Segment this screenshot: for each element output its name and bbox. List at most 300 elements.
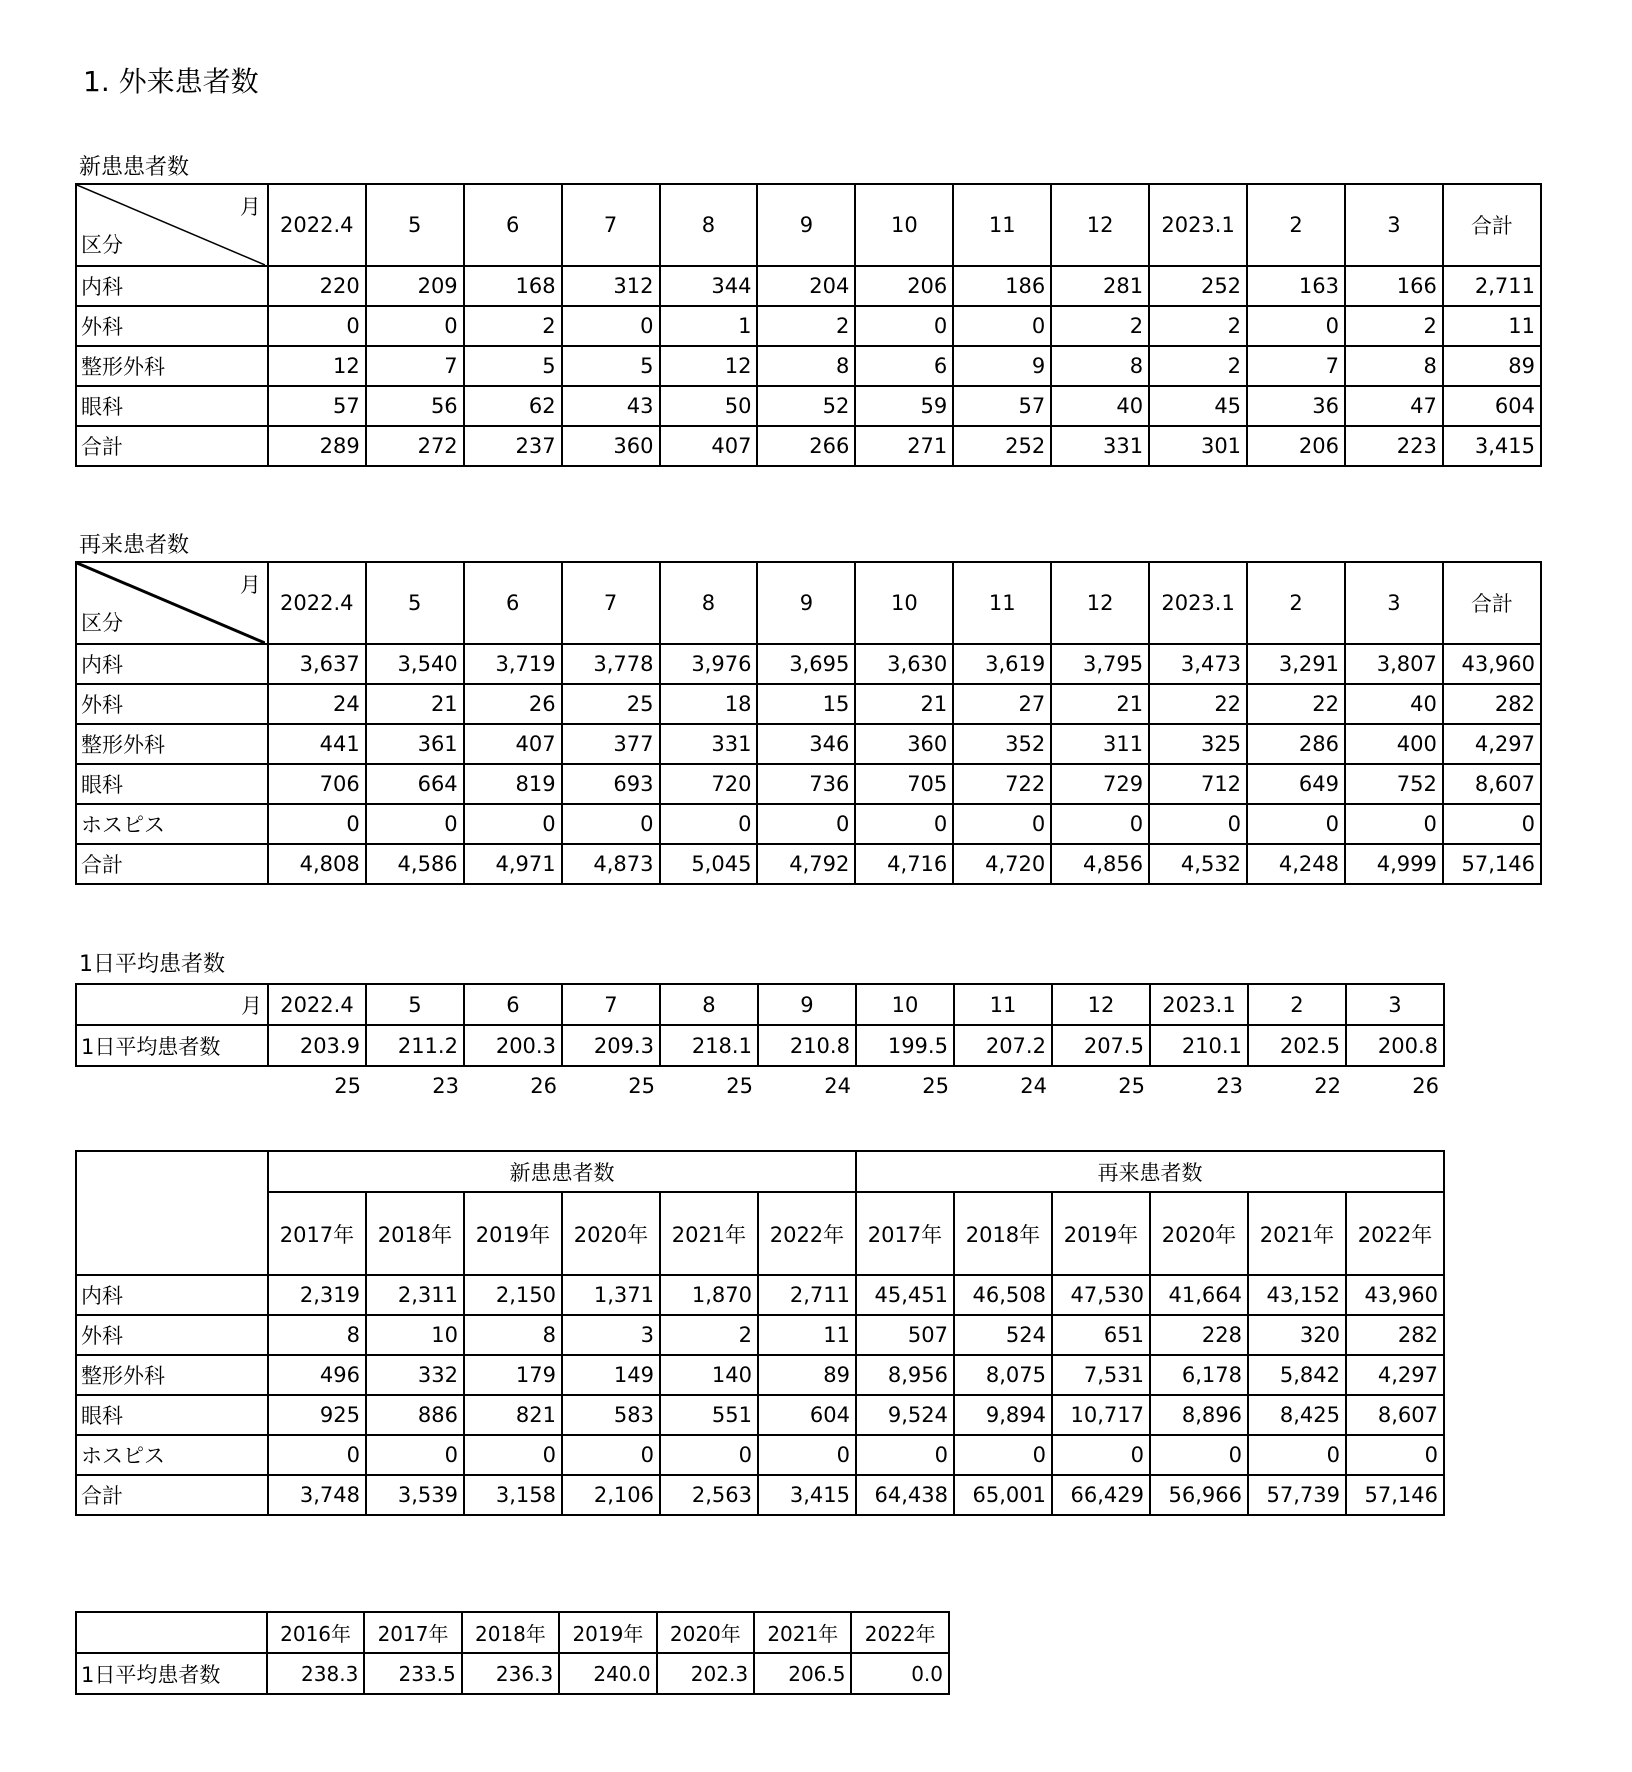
value-cell: 56	[366, 386, 464, 426]
row-label: 内科	[76, 266, 268, 306]
return-value-cell: 0	[1346, 1435, 1444, 1475]
month-header: 2023.1	[1150, 984, 1248, 1025]
new-patients-table	[75, 183, 1542, 467]
return-value-cell: 41,664	[1150, 1275, 1248, 1315]
days-cell: 25	[628, 1074, 655, 1098]
header-row	[76, 562, 1541, 644]
value-cell: 331	[660, 724, 758, 764]
value-cell: 407	[464, 724, 562, 764]
blank-cell	[76, 1066, 268, 1105]
corner-header-cell	[76, 184, 268, 266]
value-cell: 202.3	[657, 1653, 754, 1694]
value-cell: 705	[855, 764, 953, 804]
return-value-cell: 65,001	[954, 1475, 1052, 1515]
row-label: 外科	[76, 684, 268, 724]
value-cell: 0	[953, 804, 1051, 844]
value-cell: 203.9	[268, 1025, 366, 1066]
new-value-cell: 2,319	[268, 1275, 366, 1315]
value-cell: 186	[953, 266, 1051, 306]
value-cell: 2	[1149, 306, 1247, 346]
new-value-cell: 0	[562, 1435, 660, 1475]
value-cell: 52	[757, 386, 855, 426]
value-cell: 209.3	[562, 1025, 660, 1066]
value-cell: 664	[366, 764, 464, 804]
month-header: 8	[660, 184, 758, 266]
value-cell: 40	[1051, 386, 1149, 426]
year-header: 2021年	[660, 1192, 758, 1275]
month-header: 11	[953, 184, 1051, 266]
value-cell: 4,856	[1051, 844, 1149, 884]
total-cell: 0	[1443, 804, 1541, 844]
value-cell: 40	[1345, 684, 1443, 724]
year-header: 2019年	[464, 1192, 562, 1275]
month-label: 月	[76, 984, 268, 1025]
table-row	[76, 346, 1541, 386]
year-header: 2018年	[462, 1612, 559, 1653]
month-header: 9	[758, 984, 856, 1025]
table-row	[76, 764, 1541, 804]
value-cell: 0.0	[851, 1653, 949, 1694]
value-cell: 233.5	[364, 1653, 461, 1694]
value-cell: 200.3	[464, 1025, 562, 1066]
value-cell: 236.3	[462, 1653, 559, 1694]
month-label: 月	[239, 195, 261, 219]
value-cell: 400	[1345, 724, 1443, 764]
row-label: 外科	[76, 306, 268, 346]
month-header: 2023.1	[1149, 562, 1247, 644]
value-cell: 166	[1345, 266, 1443, 306]
month-header: 5	[366, 562, 464, 644]
return-value-cell: 0	[954, 1435, 1052, 1475]
new-value-cell: 2,311	[366, 1275, 464, 1315]
value-cell: 281	[1051, 266, 1149, 306]
value-cell: 0	[1247, 306, 1345, 346]
value-cell: 312	[562, 266, 660, 306]
value-cell: 271	[855, 426, 953, 466]
value-cell: 3,637	[268, 644, 366, 684]
total-cell: 57,146	[1443, 844, 1541, 884]
return-value-cell: 507	[856, 1315, 954, 1355]
value-cell: 26	[464, 684, 562, 724]
year-header: 2017年	[856, 1192, 954, 1275]
group-return-header: 再来患者数	[856, 1151, 1444, 1192]
value-cell: 0	[268, 306, 366, 346]
value-cell: 693	[562, 764, 660, 804]
value-cell: 0	[366, 804, 464, 844]
month-header: 6	[464, 984, 562, 1025]
table-row	[76, 844, 1541, 884]
row-label: 内科	[76, 644, 268, 684]
total-cell: 282	[1443, 684, 1541, 724]
value-cell: 200.8	[1346, 1025, 1444, 1066]
table-row	[76, 1653, 949, 1694]
table-row	[76, 426, 1541, 466]
corner-header-cell	[76, 562, 268, 644]
month-header: 12	[1051, 184, 1149, 266]
return-value-cell: 8,075	[954, 1355, 1052, 1395]
value-cell: 4,248	[1247, 844, 1345, 884]
value-cell: 168	[464, 266, 562, 306]
value-cell: 218.1	[660, 1025, 758, 1066]
category-label: 区分	[81, 611, 123, 635]
value-cell: 21	[366, 684, 464, 724]
value-cell: 0	[1149, 804, 1247, 844]
value-cell: 712	[1149, 764, 1247, 804]
value-cell: 15	[757, 684, 855, 724]
value-cell: 163	[1247, 266, 1345, 306]
month-header: 3	[1346, 984, 1444, 1025]
year-header: 2020年	[1150, 1192, 1248, 1275]
value-cell: 25	[562, 684, 660, 724]
return-patients-table	[75, 561, 1542, 885]
month-header: 7	[562, 184, 660, 266]
value-cell: 6	[855, 346, 953, 386]
value-cell: 266	[757, 426, 855, 466]
return-value-cell: 43,152	[1248, 1275, 1346, 1315]
month-header: 2022.4	[268, 984, 366, 1025]
value-cell: 311	[1051, 724, 1149, 764]
value-cell: 3,807	[1345, 644, 1443, 684]
new-value-cell: 0	[366, 1435, 464, 1475]
row-label: 1日平均患者数	[76, 1653, 267, 1694]
year-header: 2018年	[366, 1192, 464, 1275]
return-value-cell: 8,607	[1346, 1395, 1444, 1435]
value-cell: 3,976	[660, 644, 758, 684]
value-cell: 206.5	[754, 1653, 851, 1694]
year-header: 2017年	[364, 1612, 461, 1653]
month-header: 9	[757, 184, 855, 266]
days-cell: 26	[530, 1074, 557, 1098]
new-value-cell: 583	[562, 1395, 660, 1435]
month-header: 8	[660, 984, 758, 1025]
new-value-cell: 2,563	[660, 1475, 758, 1515]
month-header: 8	[660, 562, 758, 644]
value-cell: 0	[1345, 804, 1443, 844]
total-cell: 3,415	[1443, 426, 1541, 466]
new-value-cell: 496	[268, 1355, 366, 1395]
new-value-cell: 2,711	[758, 1275, 856, 1315]
header-row	[76, 984, 1444, 1025]
value-cell: 1	[660, 306, 758, 346]
days-cell: 25	[726, 1074, 753, 1098]
value-cell: 3,795	[1051, 644, 1149, 684]
return-value-cell: 4,297	[1346, 1355, 1444, 1395]
table-row	[76, 1435, 1444, 1475]
return-value-cell: 56,966	[1150, 1475, 1248, 1515]
value-cell: 3,619	[953, 644, 1051, 684]
value-cell: 3,291	[1247, 644, 1345, 684]
value-cell: 352	[953, 724, 1051, 764]
value-cell: 407	[660, 426, 758, 466]
month-header: 2	[1247, 184, 1345, 266]
return-value-cell: 320	[1248, 1315, 1346, 1355]
value-cell: 206	[855, 266, 953, 306]
row-label: 1日平均患者数	[76, 1025, 268, 1066]
value-cell: 0	[562, 804, 660, 844]
days-cell: 25	[922, 1074, 949, 1098]
value-cell: 0	[660, 804, 758, 844]
total-cell: 11	[1443, 306, 1541, 346]
new-patients-caption: 新患患者数	[79, 155, 190, 180]
value-cell: 47	[1345, 386, 1443, 426]
month-header: 2	[1248, 984, 1346, 1025]
new-value-cell: 1,870	[660, 1275, 758, 1315]
return-value-cell: 7,531	[1052, 1355, 1150, 1395]
value-cell: 21	[1051, 684, 1149, 724]
return-value-cell: 43,960	[1346, 1275, 1444, 1315]
new-value-cell: 886	[366, 1395, 464, 1435]
value-cell: 210.1	[1150, 1025, 1248, 1066]
value-cell: 0	[464, 804, 562, 844]
value-cell: 4,716	[855, 844, 953, 884]
value-cell: 360	[855, 724, 953, 764]
value-cell: 2	[1345, 306, 1443, 346]
row-label: 内科	[76, 1275, 268, 1315]
value-cell: 21	[855, 684, 953, 724]
year-header: 2022年	[758, 1192, 856, 1275]
table-row	[76, 1475, 1444, 1515]
return-value-cell: 10,717	[1052, 1395, 1150, 1435]
table-row	[76, 1355, 1444, 1395]
table-row	[76, 1315, 1444, 1355]
month-header: 6	[464, 184, 562, 266]
value-cell: 0	[953, 306, 1051, 346]
days-cell: 23	[432, 1074, 459, 1098]
month-header: 9	[757, 562, 855, 644]
value-cell: 210.8	[758, 1025, 856, 1066]
value-cell: 36	[1247, 386, 1345, 426]
value-cell: 9	[953, 346, 1051, 386]
return-value-cell: 8,896	[1150, 1395, 1248, 1435]
year-header: 2016年	[267, 1612, 364, 1653]
value-cell: 289	[268, 426, 366, 466]
value-cell: 722	[953, 764, 1051, 804]
return-value-cell: 8,956	[856, 1355, 954, 1395]
value-cell: 4,999	[1345, 844, 1443, 884]
value-cell: 0	[757, 804, 855, 844]
value-cell: 4,808	[268, 844, 366, 884]
value-cell: 237	[464, 426, 562, 466]
value-cell: 272	[366, 426, 464, 466]
value-cell: 43	[562, 386, 660, 426]
value-cell: 361	[366, 724, 464, 764]
new-value-cell: 8	[464, 1315, 562, 1355]
value-cell: 736	[757, 764, 855, 804]
new-value-cell: 3,158	[464, 1475, 562, 1515]
new-value-cell: 3	[562, 1315, 660, 1355]
value-cell: 50	[660, 386, 758, 426]
return-value-cell: 57,146	[1346, 1475, 1444, 1515]
return-value-cell: 46,508	[954, 1275, 1052, 1315]
return-value-cell: 47,530	[1052, 1275, 1150, 1315]
table-row	[76, 266, 1541, 306]
month-header: 5	[366, 984, 464, 1025]
total-cell: 2,711	[1443, 266, 1541, 306]
value-cell: 0	[562, 306, 660, 346]
value-cell: 649	[1247, 764, 1345, 804]
value-cell: 8	[1051, 346, 1149, 386]
year-header: 2019年	[1052, 1192, 1150, 1275]
year-header: 2021年	[754, 1612, 851, 1653]
value-cell: 7	[366, 346, 464, 386]
value-cell: 4,586	[366, 844, 464, 884]
new-value-cell: 149	[562, 1355, 660, 1395]
value-cell: 0	[855, 804, 953, 844]
new-value-cell: 0	[268, 1435, 366, 1475]
month-header: 2022.4	[268, 184, 366, 266]
value-cell: 238.3	[267, 1653, 364, 1694]
value-cell: 360	[562, 426, 660, 466]
return-value-cell: 228	[1150, 1315, 1248, 1355]
new-value-cell: 8	[268, 1315, 366, 1355]
month-header: 7	[562, 562, 660, 644]
new-value-cell: 2,150	[464, 1275, 562, 1315]
month-label: 月	[239, 573, 261, 597]
year-header: 2020年	[657, 1612, 754, 1653]
value-cell: 199.5	[856, 1025, 954, 1066]
days-cell: 24	[824, 1074, 851, 1098]
value-cell: 706	[268, 764, 366, 804]
value-cell: 220	[268, 266, 366, 306]
return-value-cell: 0	[856, 1435, 954, 1475]
new-value-cell: 2	[660, 1315, 758, 1355]
yearly-comparison-table	[75, 1150, 1445, 1516]
return-value-cell: 524	[954, 1315, 1052, 1355]
daily-average-table	[75, 983, 1445, 1105]
new-value-cell: 3,748	[268, 1475, 366, 1515]
new-value-cell: 10	[366, 1315, 464, 1355]
value-cell: 3,778	[562, 644, 660, 684]
value-cell: 729	[1051, 764, 1149, 804]
value-cell: 45	[1149, 386, 1247, 426]
month-header: 12	[1051, 562, 1149, 644]
row-label: 合計	[76, 1475, 268, 1515]
new-value-cell: 925	[268, 1395, 366, 1435]
header-row	[76, 1612, 949, 1653]
value-cell: 252	[1149, 266, 1247, 306]
value-cell: 12	[268, 346, 366, 386]
month-header: 3	[1345, 562, 1443, 644]
new-value-cell: 551	[660, 1395, 758, 1435]
days-cell: 25	[334, 1074, 361, 1098]
value-cell: 5	[464, 346, 562, 386]
daily-average-history-table	[75, 1611, 950, 1695]
value-cell: 346	[757, 724, 855, 764]
value-cell: 12	[660, 346, 758, 386]
month-header: 3	[1345, 184, 1443, 266]
value-cell: 22	[1247, 684, 1345, 724]
return-patients-caption: 再来患者数	[79, 533, 190, 558]
new-value-cell: 0	[660, 1435, 758, 1475]
value-cell: 3,473	[1149, 644, 1247, 684]
value-cell: 2	[1051, 306, 1149, 346]
return-value-cell: 66,429	[1052, 1475, 1150, 1515]
group-new-header: 新患患者数	[268, 1151, 856, 1192]
new-value-cell: 332	[366, 1355, 464, 1395]
row-label: 眼科	[76, 764, 268, 804]
days-cell: 23	[1216, 1074, 1243, 1098]
year-header: 2022年	[1346, 1192, 1444, 1275]
value-cell: 211.2	[366, 1025, 464, 1066]
row-label: 外科	[76, 1315, 268, 1355]
value-cell: 0	[268, 804, 366, 844]
group-header-row	[76, 1151, 1444, 1192]
month-header: 2	[1247, 562, 1345, 644]
value-cell: 752	[1345, 764, 1443, 804]
value-cell: 7	[1247, 346, 1345, 386]
table-row	[76, 386, 1541, 426]
value-cell: 819	[464, 764, 562, 804]
month-header: 11	[954, 984, 1052, 1025]
value-cell: 8	[757, 346, 855, 386]
new-value-cell: 821	[464, 1395, 562, 1435]
value-cell: 204	[757, 266, 855, 306]
row-label: 合計	[76, 426, 268, 466]
return-value-cell: 9,894	[954, 1395, 1052, 1435]
year-header: 2019年	[559, 1612, 656, 1653]
value-cell: 4,873	[562, 844, 660, 884]
value-cell: 18	[660, 684, 758, 724]
year-header: 2017年	[268, 1192, 366, 1275]
value-cell: 252	[953, 426, 1051, 466]
value-cell: 720	[660, 764, 758, 804]
return-value-cell: 0	[1248, 1435, 1346, 1475]
year-header: 2022年	[851, 1612, 949, 1653]
new-value-cell: 140	[660, 1355, 758, 1395]
row-label: 合計	[76, 844, 268, 884]
value-cell: 4,532	[1149, 844, 1247, 884]
total-cell: 604	[1443, 386, 1541, 426]
corner-cell	[76, 1151, 268, 1275]
year-header: 2020年	[562, 1192, 660, 1275]
new-value-cell: 0	[758, 1435, 856, 1475]
value-cell: 0	[1051, 804, 1149, 844]
value-cell: 5	[562, 346, 660, 386]
table-row	[76, 684, 1541, 724]
table-row	[76, 1275, 1444, 1315]
row-label: 整形外科	[76, 1355, 268, 1395]
value-cell: 59	[855, 386, 953, 426]
row-label: 眼科	[76, 1395, 268, 1435]
value-cell: 4,971	[464, 844, 562, 884]
value-cell: 62	[464, 386, 562, 426]
new-value-cell: 3,415	[758, 1475, 856, 1515]
value-cell: 27	[953, 684, 1051, 724]
value-cell: 57	[953, 386, 1051, 426]
value-cell: 3,540	[366, 644, 464, 684]
return-value-cell: 6,178	[1150, 1355, 1248, 1395]
return-value-cell: 9,524	[856, 1395, 954, 1435]
value-cell: 24	[268, 684, 366, 724]
value-cell: 3,630	[855, 644, 953, 684]
days-cell: 22	[1314, 1074, 1341, 1098]
value-cell: 3,695	[757, 644, 855, 684]
total-cell: 43,960	[1443, 644, 1541, 684]
month-header: 11	[953, 562, 1051, 644]
return-value-cell: 45,451	[856, 1275, 954, 1315]
value-cell: 331	[1051, 426, 1149, 466]
days-cell: 24	[1020, 1074, 1047, 1098]
value-cell: 3,719	[464, 644, 562, 684]
total-cell: 8,607	[1443, 764, 1541, 804]
total-header: 合計	[1443, 184, 1541, 266]
days-row	[76, 1066, 1444, 1105]
month-header: 12	[1052, 984, 1150, 1025]
value-cell: 2	[1149, 346, 1247, 386]
corner-cell	[76, 1612, 267, 1653]
new-value-cell: 2,106	[562, 1475, 660, 1515]
category-label: 区分	[81, 233, 123, 257]
